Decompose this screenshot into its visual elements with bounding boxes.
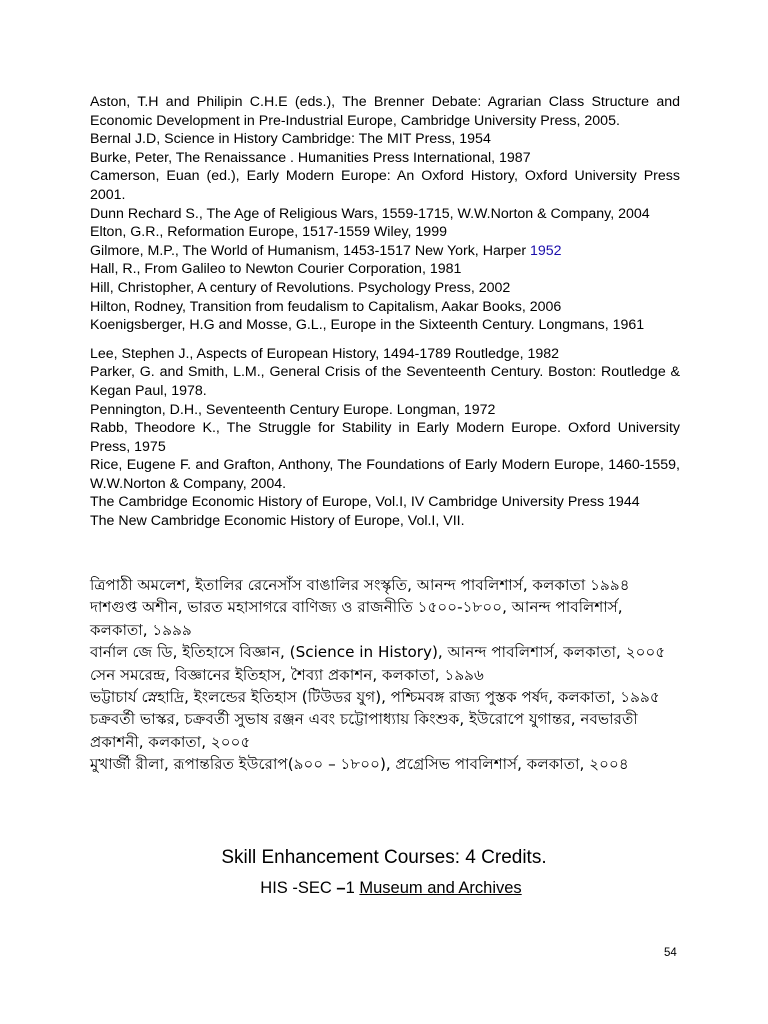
reference-item: Hill, Christopher, A century of Revolutions. Psychology Press, 2002 xyxy=(90,279,511,296)
reference-item: Parker, G. and Smith, L.M., General Crisis of the Seventeenth Century. Boston: Routledge & Kegan Paul, 1978. xyxy=(90,364,680,399)
bengali-reference-item: ত্রিপাঠী অমলেশ, ইতালির রেনেসাঁস বাঙালির সংস্কৃতি, আনন্দ পাবলিশার্স, কলকাতা ১৯৯৪ xyxy=(90,576,630,594)
reference-item: Elton, G.R., Reformation Europe, 1517-1559 Wiley, 1999 xyxy=(90,224,447,241)
reference-item: Hilton, Rodney, Transition from feudalism to Capitalism, Aakar Books, 2006 xyxy=(90,298,562,315)
course-code: HIS -SEC xyxy=(260,879,337,897)
reference-item: Hall, R., From Galileo to Newton Courier Corporation, 1981 xyxy=(90,261,462,278)
page-number: 54 xyxy=(664,947,677,959)
bengali-bibliography xyxy=(90,574,680,776)
reference-item: Pennington, D.H., Seventeenth Century Europe. Longman, 1972 xyxy=(90,401,496,418)
reference-item xyxy=(90,242,680,261)
section-heading: Skill Enhancement Courses: 4 Credits. xyxy=(221,847,547,868)
course-number: 1 xyxy=(345,879,360,897)
english-bibliography xyxy=(90,93,680,531)
course-code-dash: – xyxy=(336,879,346,897)
reference-item: The Cambridge Economic History of Europe, Vol.I, IV Cambridge University Press 1944 xyxy=(90,494,640,511)
reference-year-link[interactable]: 1952 xyxy=(530,242,562,259)
reference-item: Burke, Peter, The Renaissance . Humanities Press International, 1987 xyxy=(90,149,531,166)
reference-text: Gilmore, M.P., The World of Humanism, 1453-1517 New York, Harper xyxy=(90,242,531,259)
bengali-reference-item: মুখার্জী রীলা, রূপান্তরিত ইউরোপ(৯০০ – ১৮০০), প্রগ্রেসিভ পাবলিশার্স, কলকাতা, ২০০৪ xyxy=(90,755,629,774)
reference-item: Rice, Eugene F. and Grafton, Anthony, The Foundations of Early Modern Europe, 1460-1559, W.W.Norton & Company, 2004. xyxy=(90,457,680,492)
reference-item: Bernal J.D, Science in History Cambridge: The MIT Press, 1954 xyxy=(90,131,491,148)
reference-item: Koenigsberger, H.G and Mosse, G.L., Europe in the Sixteenth Century. Longmans, 1961 xyxy=(90,317,645,334)
reference-item: Lee, Stephen J., Aspects of European History, 1494-1789 Routledge, 1982 xyxy=(90,345,560,362)
bengali-reference-item: সেন সমরেন্দ্র, বিজ্ঞানের ইতিহাস, শৈব্যা প্রকাশন, কলকাতা, ১৯৯৬ xyxy=(90,665,484,684)
reference-item: Rabb, Theodore K., The Struggle for Stability in Early Modern Europe. Oxford University Press, 1975 xyxy=(90,420,680,455)
reference-item: Dunn Rechard S., The Age of Religious Wars, 1559-1715, W.W.Norton & Company, 2004 xyxy=(90,205,650,222)
course-subheading xyxy=(0,877,768,899)
bengali-reference-item: দাশগুপ্ত অশীন, ভারত মহাসাগরে বাণিজ্য ও রাজনীতি ১৫০০-১৮০০, আনন্দ পাবলিশার্স, কলকাতা, ১৯৯৯ xyxy=(90,598,623,639)
bengali-reference-item: ভট্টাচার্য স্নেহাদ্রি, ইংলন্ডের ইতিহাস (টিউডর যুগ), পশ্চিমবঙ্গ রাজ্য পুস্তক পর্ষদ, কলকাতা, ১৯৯৫ xyxy=(90,688,660,707)
reference-item: Aston, T.H and Philipin C.H.E (eds.), The Brenner Debate: Agrarian Class Structure and Economic Development in Pre-Industrial Europe, Cambridge University Press, 2005. xyxy=(90,94,680,129)
reference-item: Camerson, Euan (ed.), Early Modern Europe: An Oxford History, Oxford University Press 2001. xyxy=(90,168,680,203)
bengali-reference-item: চক্রবর্তী ভাস্কর, চক্রবর্তী সুভাষ রঞ্জন এবং চট্টোপাধ্যায় কিংশুক, ইউরোপে যুগান্তর, নবভারতী প্রকাশনী, কলকাতা, ২০০৫ xyxy=(90,710,638,751)
bengali-reference-item: বার্নাল জে ডি, ইতিহাসে বিজ্ঞান, (Science in History), আনন্দ পাবলিশার্স, কলকাতা, ২০০৫ xyxy=(90,643,666,662)
reference-item: The New Cambridge Economic History of Europe, Vol.I, VII. xyxy=(90,513,465,530)
course-title: Museum and Archives xyxy=(359,879,522,897)
